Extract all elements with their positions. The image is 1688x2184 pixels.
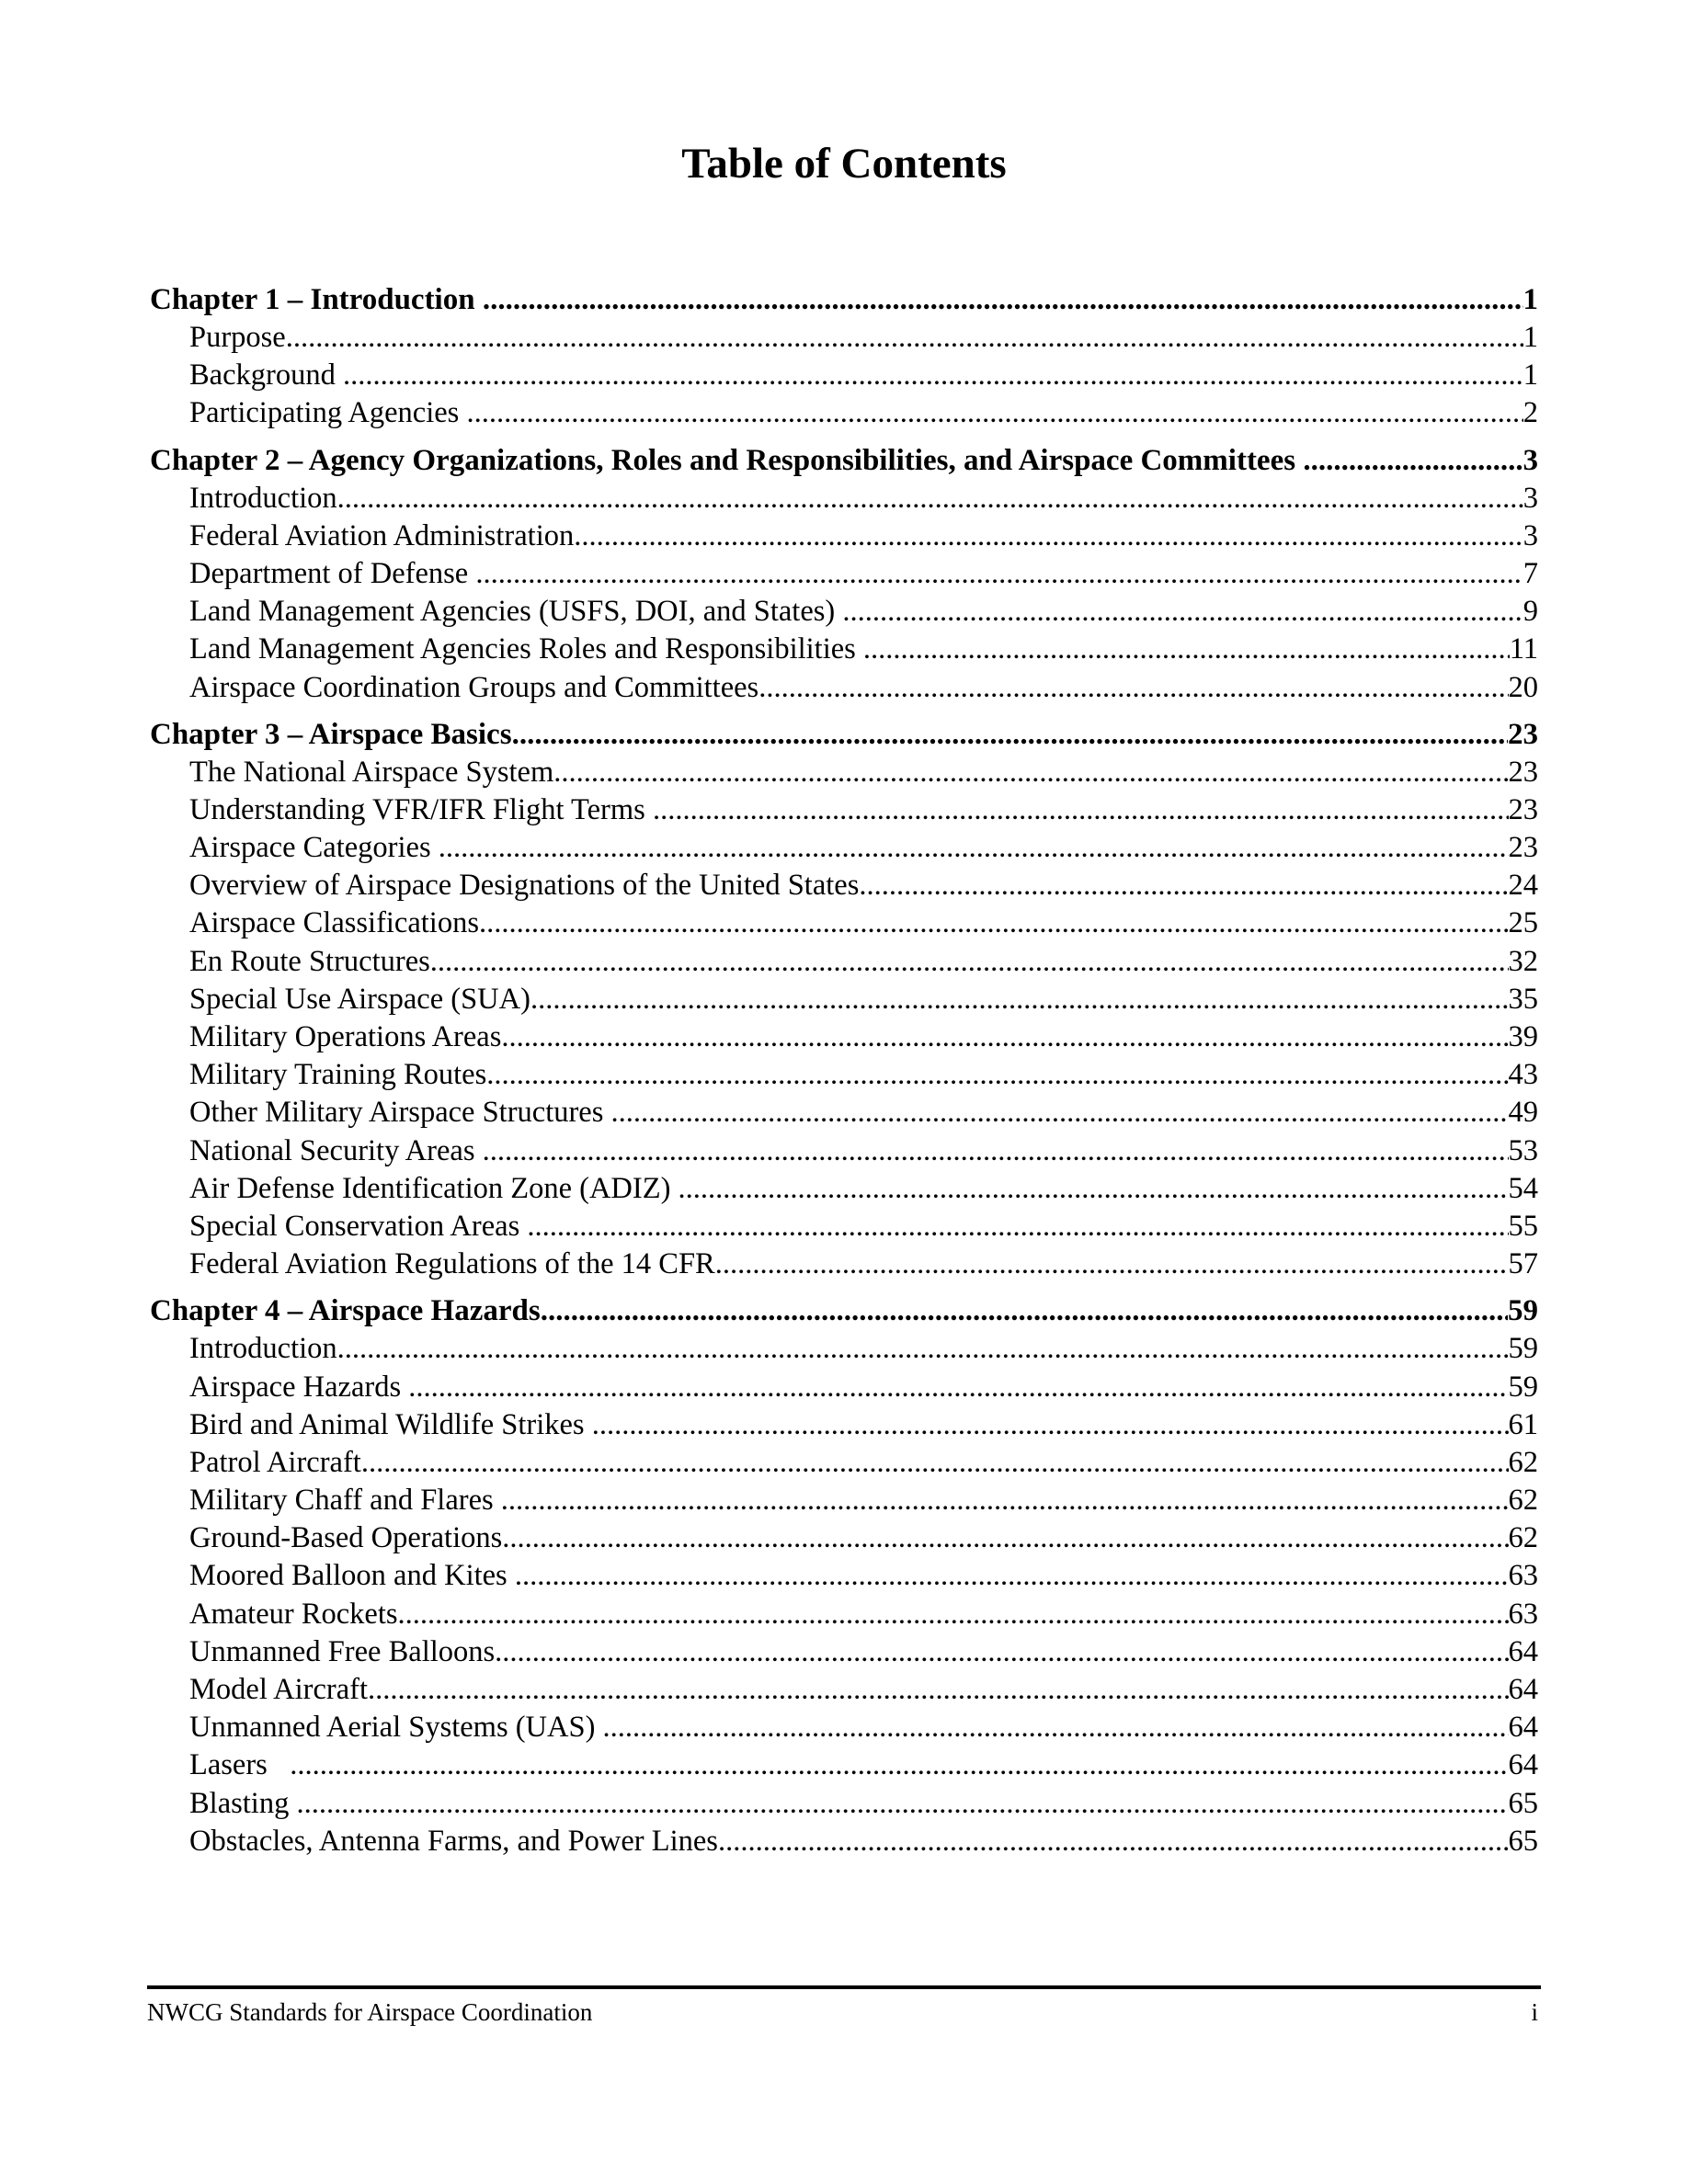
- toc-page-number: 20: [1508, 670, 1538, 704]
- toc-page-number: 59: [1508, 1294, 1538, 1328]
- toc-entry[interactable]: [150, 943, 1538, 981]
- toc-page-number: 39: [1508, 1020, 1538, 1053]
- toc-entry-label: National Security Areas: [189, 1133, 475, 1167]
- toc-entry-label: Understanding VFR/IFR Flight Terms: [189, 792, 645, 826]
- toc-entry-label: Unmanned Aerial Systems (UAS): [189, 1711, 596, 1745]
- toc-page-number: 57: [1508, 1247, 1538, 1281]
- footer-rule: [147, 1985, 1541, 1989]
- toc-entry[interactable]: [150, 867, 1538, 904]
- toc-entry-label: Air Defense Identification Zone (ADIZ): [189, 1171, 671, 1205]
- toc-entry-label: Introduction: [189, 481, 337, 515]
- toc-entry[interactable]: [150, 1482, 1538, 1519]
- toc-entry[interactable]: [150, 1557, 1538, 1595]
- toc-dot-leader: [512, 716, 1508, 754]
- toc-dot-leader: [495, 1633, 1508, 1671]
- toc-page-number: 64: [1508, 1634, 1538, 1668]
- toc-chapter-4: [150, 1292, 1538, 1860]
- toc-dot-leader: [679, 1170, 1509, 1208]
- toc-entry-label: Land Management Agencies (USFS, DOI, and States): [189, 595, 836, 629]
- toc-dot-leader: [541, 1292, 1508, 1330]
- toc-page-number: 3: [1523, 518, 1538, 552]
- toc-entry[interactable]: [150, 1746, 1538, 1784]
- toc-dot-leader: [337, 480, 1523, 518]
- toc-entry[interactable]: [150, 754, 1538, 791]
- toc-page-number: 25: [1508, 906, 1538, 940]
- toc-dot-leader: [486, 1056, 1508, 1094]
- toc-entry-label: Bird and Animal Wildlife Strikes: [189, 1407, 585, 1441]
- toc-page-number: 1: [1523, 321, 1538, 354]
- toc-entry[interactable]: [150, 904, 1538, 942]
- toc-entry[interactable]: [150, 791, 1538, 829]
- toc-dot-leader: [501, 1018, 1508, 1056]
- toc-page-number: 2: [1523, 396, 1538, 430]
- toc-dot-leader: [337, 1330, 1509, 1368]
- toc-page-number: 9: [1523, 595, 1538, 629]
- toc-dot-leader: [515, 1557, 1509, 1595]
- toc-dot-leader: [611, 1094, 1509, 1132]
- toc-dot-leader: [501, 1482, 1509, 1519]
- toc-entry[interactable]: [150, 518, 1538, 555]
- toc-dot-leader: [361, 1444, 1509, 1482]
- toc-dot-leader: [718, 1823, 1509, 1860]
- toc-entry-label: Department of Defense: [189, 556, 469, 590]
- toc-entry[interactable]: [150, 1596, 1538, 1633]
- toc-dot-leader: [653, 791, 1509, 829]
- toc-entry-label: Blasting: [189, 1786, 290, 1820]
- toc-entry-label: Special Use Airspace (SUA): [189, 982, 530, 1016]
- toc-page-number: 64: [1508, 1748, 1538, 1782]
- toc-chapter-3: [150, 716, 1538, 1284]
- toc-dot-leader: [842, 593, 1523, 631]
- toc-page-number: 24: [1508, 869, 1538, 903]
- toc-entry-label: Airspace Hazards: [189, 1370, 402, 1404]
- toc-dot-leader: [408, 1369, 1508, 1406]
- toc-page-number: 23: [1508, 717, 1538, 751]
- toc-dot-leader: [863, 631, 1510, 668]
- toc-entry[interactable]: [150, 1406, 1538, 1444]
- toc-page-number: 32: [1508, 944, 1538, 978]
- toc-dot-leader: [479, 904, 1509, 942]
- toc-entry[interactable]: [150, 981, 1538, 1018]
- toc-dot-leader: [466, 394, 1523, 432]
- toc-entry[interactable]: [150, 1132, 1538, 1170]
- toc-chapter-heading[interactable]: [150, 442, 1538, 480]
- toc-entry[interactable]: [150, 1018, 1538, 1056]
- toc-dot-leader: [439, 829, 1509, 867]
- toc-entry[interactable]: [150, 394, 1538, 432]
- toc-entry-label: Overview of Airspace Designations of the United States: [189, 869, 860, 903]
- toc-entry-label: Chapter 4 – Airspace Hazards: [150, 1294, 541, 1328]
- toc-entry[interactable]: [150, 1170, 1538, 1208]
- toc-entry[interactable]: [150, 1246, 1538, 1283]
- toc-dot-leader: [859, 867, 1508, 904]
- toc-page-number: 23: [1508, 755, 1538, 789]
- toc-entry-label: Chapter 1 – Introduction: [150, 283, 475, 316]
- toc-dot-leader: [430, 943, 1509, 981]
- toc-entry[interactable]: [150, 555, 1538, 593]
- toc-page-number: 49: [1508, 1096, 1538, 1130]
- page-title: Table of Contents: [681, 140, 1007, 188]
- toc-chapter-heading[interactable]: [150, 1292, 1538, 1330]
- toc-entry[interactable]: [150, 1633, 1538, 1671]
- toc-entry[interactable]: [150, 1519, 1538, 1557]
- toc-entry-label: Unmanned Free Balloons: [189, 1634, 496, 1668]
- toc-dot-leader: [483, 1132, 1509, 1170]
- toc-dot-leader: [553, 754, 1508, 791]
- toc-dot-leader: [603, 1709, 1509, 1746]
- toc-page-number: 62: [1508, 1445, 1538, 1479]
- toc-entry[interactable]: [150, 631, 1538, 668]
- toc-entry-label: Ground-Based Operations: [189, 1521, 503, 1555]
- toc-entry-label: Airspace Coordination Groups and Committees: [189, 670, 759, 704]
- toc-dot-leader: [530, 981, 1509, 1018]
- toc-page-number: 23: [1508, 792, 1538, 826]
- toc-chapter-heading[interactable]: [150, 281, 1538, 319]
- toc-entry[interactable]: [150, 1330, 1538, 1368]
- toc-entry-label: Special Conservation Areas: [189, 1209, 520, 1243]
- toc-dot-leader: [398, 1596, 1509, 1633]
- toc-page-number: 1: [1523, 358, 1538, 392]
- toc-chapter-1: [150, 281, 1538, 433]
- toc-entry-label: Introduction: [189, 1332, 337, 1366]
- toc-entry[interactable]: [150, 1671, 1538, 1709]
- toc-page-number: 61: [1508, 1407, 1538, 1441]
- toc-dot-leader: [574, 518, 1523, 555]
- toc-entry-label: Chapter 3 – Airspace Basics: [150, 717, 512, 751]
- toc-page-number: 62: [1508, 1484, 1538, 1518]
- toc-page-number: 64: [1508, 1711, 1538, 1745]
- toc-entry-label: Amateur Rockets: [189, 1597, 398, 1631]
- table-of-contents: [150, 281, 1538, 1860]
- toc-dot-leader: [343, 357, 1523, 394]
- toc-entry-label: Model Aircraft: [189, 1673, 369, 1706]
- toc-chapter-2: [150, 442, 1538, 707]
- toc-dot-leader: [502, 1519, 1508, 1557]
- toc-page-number: 53: [1508, 1133, 1538, 1167]
- toc-page-number: 59: [1508, 1370, 1538, 1404]
- toc-entry[interactable]: [150, 1785, 1538, 1823]
- toc-page-number: 35: [1508, 982, 1538, 1016]
- toc-entry-label: Moored Balloon and Kites: [189, 1559, 508, 1593]
- toc-entry-label: Purpose: [189, 321, 286, 354]
- toc-page-number: 7: [1523, 556, 1538, 590]
- toc-entry[interactable]: [150, 357, 1538, 394]
- toc-dot-leader: [290, 1746, 1508, 1784]
- toc-dot-leader: [475, 555, 1523, 593]
- toc-page-number: 23: [1508, 831, 1538, 865]
- toc-entry[interactable]: [150, 1056, 1538, 1094]
- toc-entry-label: Participating Agencies: [189, 396, 460, 430]
- toc-entry-label: Obstacles, Antenna Farms, and Power Lines: [189, 1824, 718, 1858]
- toc-entry-label: Land Management Agencies Roles and Responsibilities: [189, 632, 856, 666]
- toc-entry-label: Federal Aviation Administration: [189, 518, 575, 552]
- toc-page-number: 63: [1508, 1597, 1538, 1631]
- toc-page-number: 1: [1523, 283, 1538, 316]
- toc-page-number: 65: [1508, 1786, 1538, 1820]
- toc-page-number: 64: [1508, 1673, 1538, 1706]
- toc-entry-label: Military Operations Areas: [189, 1020, 502, 1053]
- toc-page-number: 43: [1508, 1058, 1538, 1092]
- toc-dot-leader: [1303, 442, 1523, 480]
- toc-entry[interactable]: [150, 1709, 1538, 1746]
- toc-entry-label: Federal Aviation Regulations of the 14 CFR: [189, 1247, 715, 1281]
- toc-entry-label: Chapter 2 – Agency Organizations, Roles and Responsibilities, and Airspace Committees: [150, 443, 1296, 477]
- toc-entry-label: Patrol Aircraft: [189, 1445, 361, 1479]
- toc-entry[interactable]: [150, 829, 1538, 867]
- toc-entry-label: The National Airspace System: [189, 755, 554, 789]
- toc-chapter-heading[interactable]: [150, 716, 1538, 754]
- toc-page-number: 63: [1508, 1559, 1538, 1593]
- toc-entry-label: Airspace Categories: [189, 831, 431, 865]
- toc-entry-label: Airspace Classifications: [189, 906, 479, 940]
- toc-dot-leader: [286, 319, 1523, 357]
- toc-dot-leader: [483, 281, 1523, 319]
- footer-document-title: NWCG Standards for Airspace Coordination: [147, 1998, 593, 2026]
- toc-entry[interactable]: [150, 1444, 1538, 1482]
- toc-page-number: 3: [1523, 481, 1538, 515]
- toc-page-number: 65: [1508, 1824, 1538, 1858]
- footer-page-number: i: [1531, 1998, 1538, 2026]
- toc-entry-label: Military Chaff and Flares: [189, 1484, 494, 1518]
- toc-entry[interactable]: [150, 593, 1538, 631]
- toc-entry[interactable]: [150, 480, 1538, 518]
- toc-page-number: 11: [1509, 632, 1538, 666]
- toc-entry[interactable]: [150, 1208, 1538, 1246]
- toc-dot-leader: [527, 1208, 1508, 1246]
- toc-dot-leader: [296, 1785, 1508, 1823]
- toc-entry[interactable]: [150, 1094, 1538, 1132]
- toc-entry[interactable]: [150, 1369, 1538, 1406]
- toc-page-number: 59: [1508, 1332, 1538, 1366]
- toc-dot-leader: [758, 669, 1508, 707]
- toc-entry-label: En Route Structures: [189, 944, 430, 978]
- toc-page-number: 3: [1523, 443, 1538, 477]
- toc-dot-leader: [592, 1406, 1509, 1444]
- toc-entry-label: Other Military Airspace Structures: [189, 1096, 604, 1130]
- toc-entry-label: Background: [189, 358, 336, 392]
- toc-page-number: 54: [1508, 1171, 1538, 1205]
- toc-entry-label: Military Training Routes: [189, 1058, 487, 1092]
- toc-page-number: 55: [1508, 1209, 1538, 1243]
- toc-entry[interactable]: [150, 669, 1538, 707]
- toc-dot-leader: [368, 1671, 1508, 1709]
- toc-dot-leader: [715, 1246, 1509, 1283]
- toc-entry[interactable]: [150, 1823, 1538, 1860]
- toc-page-number: 62: [1508, 1521, 1538, 1555]
- toc-entry-label: Lasers: [189, 1748, 268, 1782]
- toc-entry[interactable]: [150, 319, 1538, 357]
